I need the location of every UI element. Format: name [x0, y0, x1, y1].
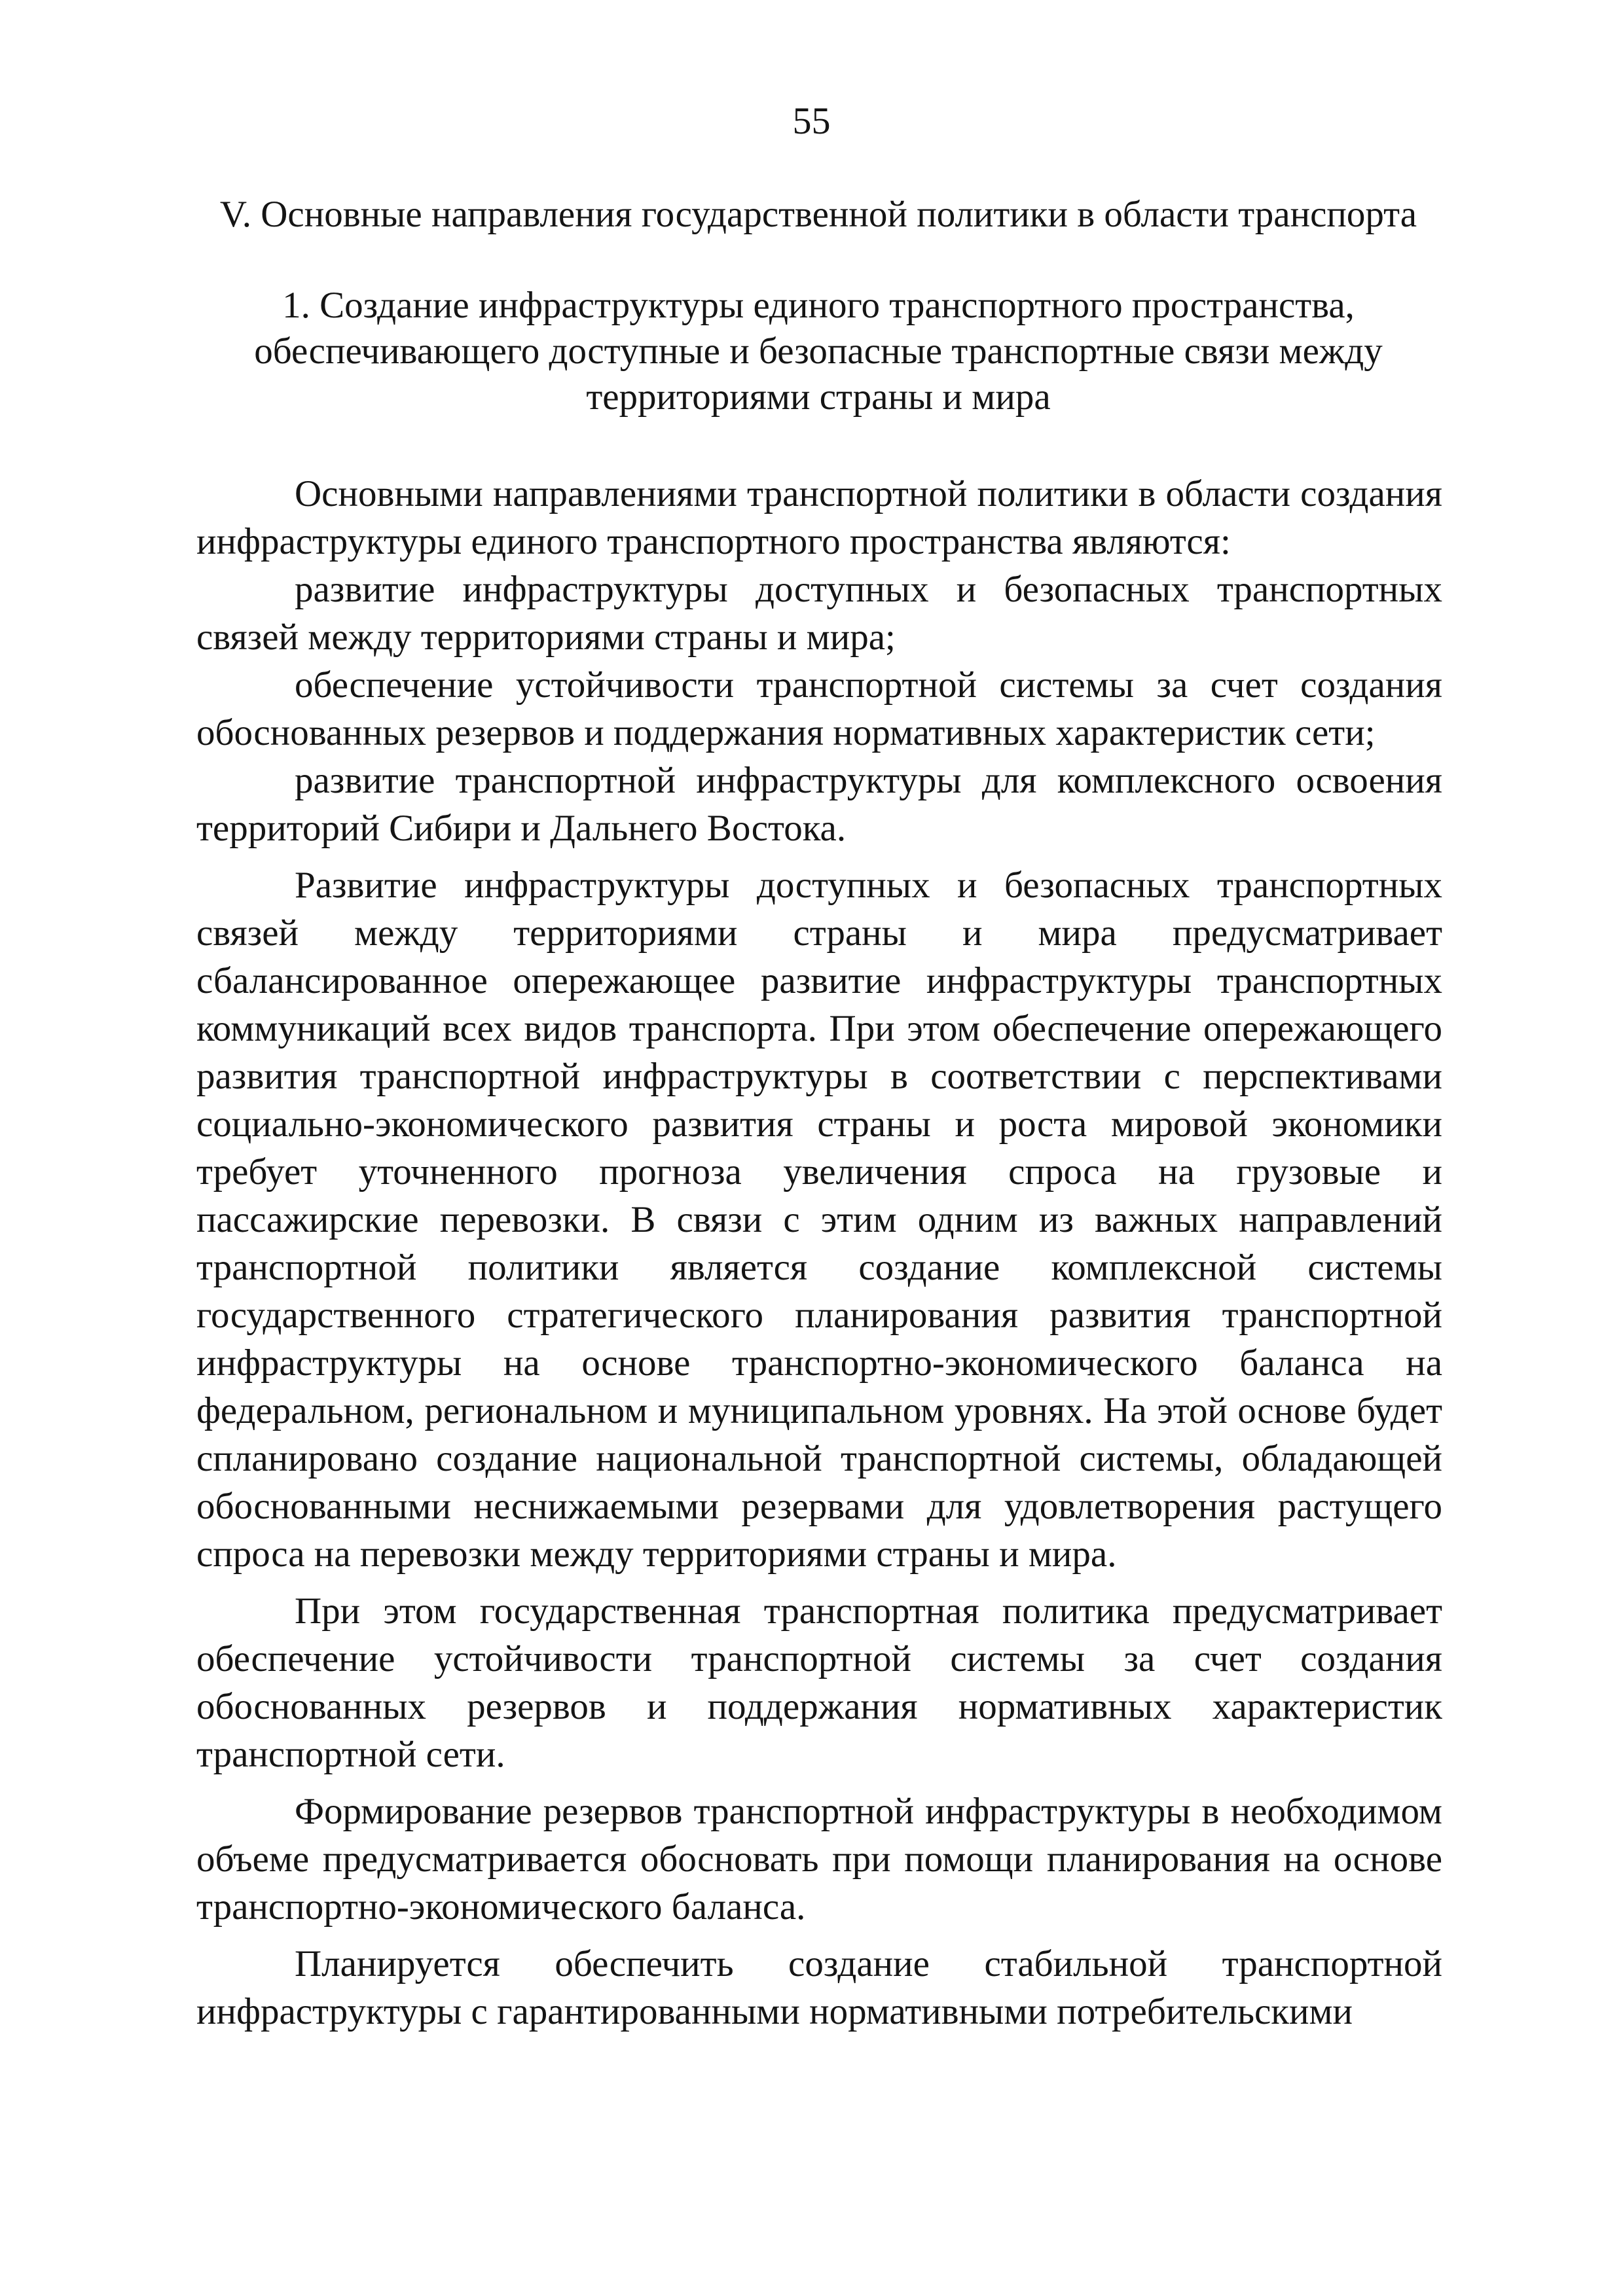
paragraph-main: Развитие инфраструктуры доступных и безопасных транспортных связей между территориями страны и мира предусматривает сбалансированное опережающее развитие инфраструктуры транспортных коммуникаций всех видов транспорта. При этом обеспечение опережающего развития транспортной инфраструктуры в соответствии с перспективами социально-экономического развития страны и роста мировой экономики требует уточненного прогноза увеличения спроса на грузовые и пассажирские перевозки. В связи с этим одним из важных направлений транспортной политики является создание комплексной системы государственного стратегического планирования развития транспортной инфраструктуры на основе транспортно-экономического баланса на федеральном, региональном и муниципальном уровнях. На этой основе будет спланировано создание национальной транспортной системы, обладающей обоснованными неснижаемыми резервами для удовлетворения растущего спроса на перевозки между территориями страны и мира.	[196, 865, 1442, 1575]
subsection-title	[196, 283, 1440, 420]
paragraph-stability: При этом государственная транспортная политика предусматривает обеспечение устойчивости транспортной системы за счет создания обоснованных резервов и поддержания нормативных характеристик транспортной сети.	[196, 1590, 1442, 1775]
paragraph-reserves: Формирование резервов транспортной инфраструктуры в необходимом объеме предусматривается обосновать при помощи планирования на основе транспортно-экономического баланса.	[196, 1791, 1442, 1928]
paragraph-list-item: развитие транспортной инфраструктуры для комплексного освоения территорий Сибири и Дальнего Востока.	[196, 760, 1442, 849]
paragraph-intro: Основными направлениями транспортной политики в области создания инфраструктуры единого транспортного пространства являются:	[196, 473, 1442, 562]
page-number: 55	[792, 99, 831, 142]
section-title: V. Основные направления государственной политики в области транспорта	[219, 194, 1417, 235]
paragraph-list-item: обеспечение устойчивости транспортной системы за счет создания обоснованных резервов и поддержания нормативных характеристик сети;	[196, 664, 1442, 753]
subsection-title-line: 1. Создание инфраструктуры единого транспортного пространства,	[282, 285, 1355, 326]
paragraph-planning: Планируется обеспечить создание стабильной транспортной инфраструктуры с гарантированными нормативными потребительскими	[196, 1943, 1442, 2032]
subsection-title-line: территориями страны и мира	[586, 376, 1051, 418]
paragraph-list-item: развитие инфраструктуры доступных и безопасных транспортных связей между территориями страны и мира;	[196, 569, 1442, 658]
subsection-title-line: обеспечивающего доступные и безопасные транспортные связи между	[254, 331, 1383, 372]
body-text	[196, 470, 1442, 2036]
